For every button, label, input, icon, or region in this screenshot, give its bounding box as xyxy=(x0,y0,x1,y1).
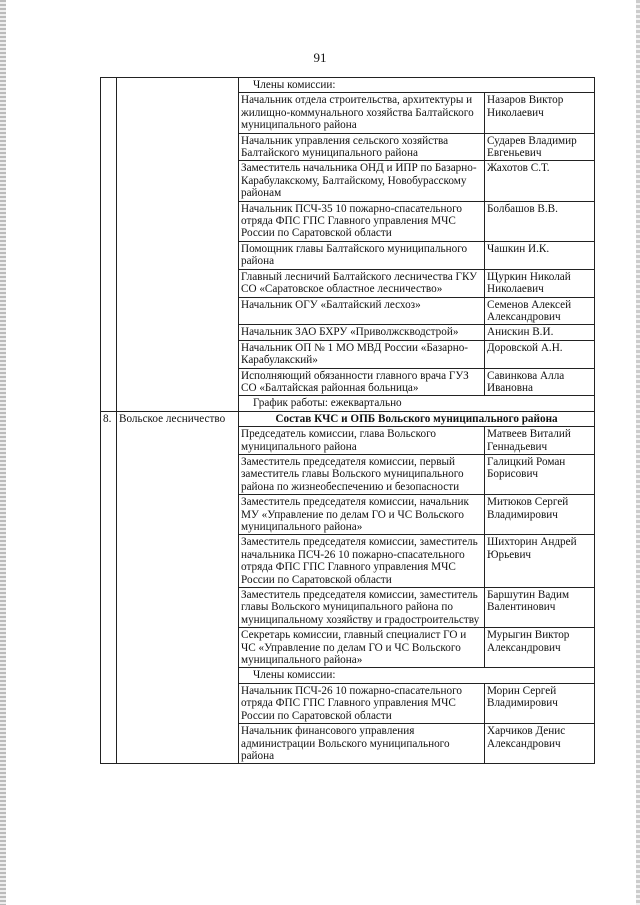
member-name: Мурыгин Виктор Александрович xyxy=(485,628,595,668)
member-name: Семенов Алексей Александрович xyxy=(485,297,595,325)
section-label: Члены комиссии: xyxy=(239,78,595,93)
member-name: Щуркин Николай Николаевич xyxy=(485,269,595,297)
member-name: Чашкин И.К. xyxy=(485,241,595,269)
member-position: Главный лесничий Балтайского лесничества ГКУ СО «Саратовское областное лесничество» xyxy=(239,269,485,297)
scan-left-edge xyxy=(0,0,6,905)
section-heading: Состав КЧС и ОПБ Вольского муниципального района xyxy=(239,411,595,426)
member-name: Назаров Виктор Николаевич xyxy=(485,93,595,133)
forestry-cell xyxy=(117,78,239,412)
member-position: Заместитель председателя комиссии, начальник МУ «Управление по делам ГО и ЧС Вольского муниципального района» xyxy=(239,495,485,535)
commission-table-body xyxy=(101,78,595,764)
forestry-cell: Вольское лесничество xyxy=(117,411,239,764)
member-name: Митюков Сергей Владимирович xyxy=(485,495,595,535)
member-name: Матвеев Виталий Геннадьевич xyxy=(485,427,595,455)
member-position: Начальник финансового управления администрации Вольского муниципального района xyxy=(239,724,485,764)
section-label-row xyxy=(101,78,595,93)
member-position: Начальник управления сельского хозяйства Балтайского муниципального района xyxy=(239,133,485,161)
member-position: Начальник ЗАО БХРУ «Приволжскводстрой» xyxy=(239,325,485,340)
member-name: Савинкова Алла Ивановна xyxy=(485,368,595,396)
member-name: Харчиков Денис Александрович xyxy=(485,724,595,764)
member-position: Начальник ПСЧ-26 10 пожарно-спасательного отряда ФПС ГПС Главного управления МЧС России по Саратовской области xyxy=(239,683,485,723)
member-name: Баршутин Вадим Валентинович xyxy=(485,588,595,628)
row-number-cell xyxy=(101,78,117,412)
section-label: График работы: ежеквартально xyxy=(239,396,595,411)
member-position: Секретарь комиссии, главный специалист ГО и ЧС «Управление по делам ГО и ЧС Вольского муниципального района» xyxy=(239,628,485,668)
row-number-cell: 8. xyxy=(101,411,117,764)
page-number: 91 xyxy=(313,50,327,65)
member-name: Шихторин Андрей Юрьевич xyxy=(485,535,595,588)
member-position: Председатель комиссии, глава Вольского муниципального района xyxy=(239,427,485,455)
commission-table xyxy=(100,77,595,764)
scan-right-edge xyxy=(636,0,640,905)
member-position: Заместитель начальника ОНД и ИПР по Базарно-Карабулакскому, Балтайскому, Новобурасскому районам xyxy=(239,161,485,201)
member-name: Сударев Владимир Евгеньевич xyxy=(485,133,595,161)
member-name: Доровской А.Н. xyxy=(485,340,595,368)
member-position: Заместитель председателя комиссии, заместитель начальника ПСЧ-26 10 пожарно-спасательного отряда ФПС ГПС Главного управления МЧС России по Саратовской области xyxy=(239,535,485,588)
section-label: Члены комиссии: xyxy=(239,668,595,683)
member-position: Начальник ПСЧ-35 10 пожарно-спасательного отряда ФПС ГПС Главного управления МЧС России по Саратовской области xyxy=(239,201,485,241)
member-position: Заместитель председателя комиссии, заместитель главы Вольского муниципального района по муниципальному хозяйству и градостроительству xyxy=(239,588,485,628)
member-name: Галицкий Роман Борисович xyxy=(485,454,595,494)
member-name: Болбашов В.В. xyxy=(485,201,595,241)
member-name: Морин Сергей Владимирович xyxy=(485,683,595,723)
member-position: Начальник ОП № 1 МО МВД России «Базарно-Карабулакский» xyxy=(239,340,485,368)
member-position: Заместитель председателя комиссии, первый заместитель главы Вольского муниципального района по жизнеобеспечению и безопасности xyxy=(239,454,485,494)
member-name: Жахотов С.Т. xyxy=(485,161,595,201)
member-position: Начальник ОГУ «Балтайский лесхоз» xyxy=(239,297,485,325)
member-position: Помощник главы Балтайского муниципального района xyxy=(239,241,485,269)
section-heading-row xyxy=(101,411,595,426)
member-position: Исполняющий обязанности главного врача ГУЗ СО «Балтайская районная больница» xyxy=(239,368,485,396)
member-position: Начальник отдела строительства, архитектуры и жилищно-коммунального хозяйства Балтайского муниципального района xyxy=(239,93,485,133)
member-name: Анискин В.И. xyxy=(485,325,595,340)
